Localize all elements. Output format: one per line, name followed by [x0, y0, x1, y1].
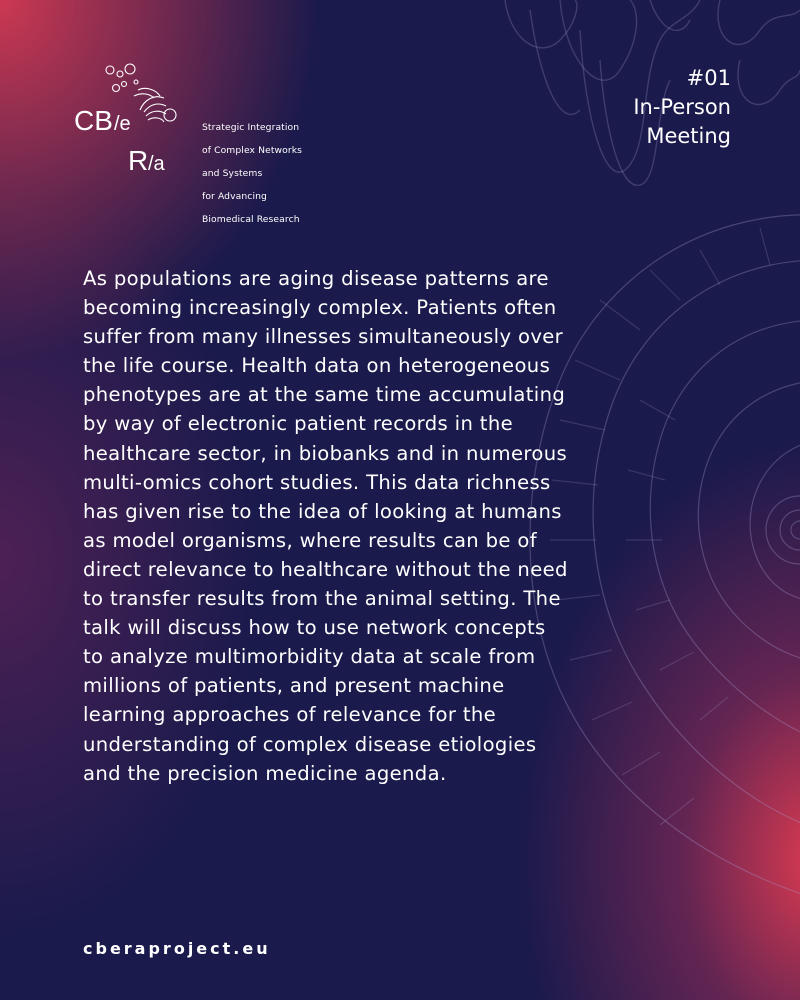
meeting-type-line2: Meeting: [646, 124, 731, 148]
abstract-line: As populations are aging disease patterns are: [83, 267, 549, 290]
abstract-line: direct relevance to healthcare without the need: [83, 557, 568, 581]
logo-tagline: [202, 110, 302, 238]
meeting-label: [633, 64, 731, 151]
meeting-number: #01: [686, 66, 731, 90]
meeting-type-line1: In-Person: [633, 95, 731, 119]
logo-initials-e: /e: [114, 113, 131, 135]
abstract-line: multi-omics cohort studies. This data richness: [83, 470, 551, 494]
logo-tagline-line: and Systems: [202, 167, 263, 179]
abstract-line: to analyze multimorbidity data at scale from: [83, 645, 536, 669]
abstract-line: talk will discuss how to use network concepts: [83, 616, 546, 640]
logo-tagline-line: Biomedical Research: [202, 214, 300, 226]
website-link[interactable]: cberaproject.eu: [83, 939, 271, 958]
abstract-line: learning approaches of relevance for the: [83, 703, 497, 727]
abstract-line: the life course. Health data on heterogeneous: [83, 354, 551, 378]
logo-initials-cb: CB: [74, 105, 113, 136]
cbera-logo-mark: [74, 60, 194, 180]
logo-initials-a: /a: [148, 153, 165, 175]
abstract-line: becoming increasingly complex. Patients often: [83, 296, 557, 320]
talk-abstract: [83, 264, 683, 788]
abstract-line: understanding of complex disease etiologies: [83, 732, 537, 756]
abstract-line: suffer from many illnesses simultaneously over: [83, 325, 564, 349]
logo-tagline-line: Strategic Integration: [202, 121, 300, 133]
abstract-line: to transfer results from the animal setting. The: [83, 587, 561, 611]
abstract-line: phenotypes are at the same time accumulating: [83, 383, 566, 407]
logo-tagline-line: for Advancing: [202, 191, 267, 203]
logo-initials-r: R: [128, 145, 149, 176]
abstract-line: as model organisms, where results can be of: [83, 528, 538, 552]
abstract-line: millions of patients, and present machine: [83, 674, 505, 698]
logo-tagline-line: of Complex Networks: [202, 144, 303, 156]
abstract-line: healthcare sector, in biobanks and in numerous: [83, 441, 568, 465]
abstract-line: has given rise to the idea of looking at humans: [83, 499, 562, 523]
abstract-line: by way of electronic patient records in the: [83, 412, 513, 436]
abstract-line: and the precision medicine agenda.: [83, 761, 447, 785]
cbera-logo: [74, 60, 304, 226]
